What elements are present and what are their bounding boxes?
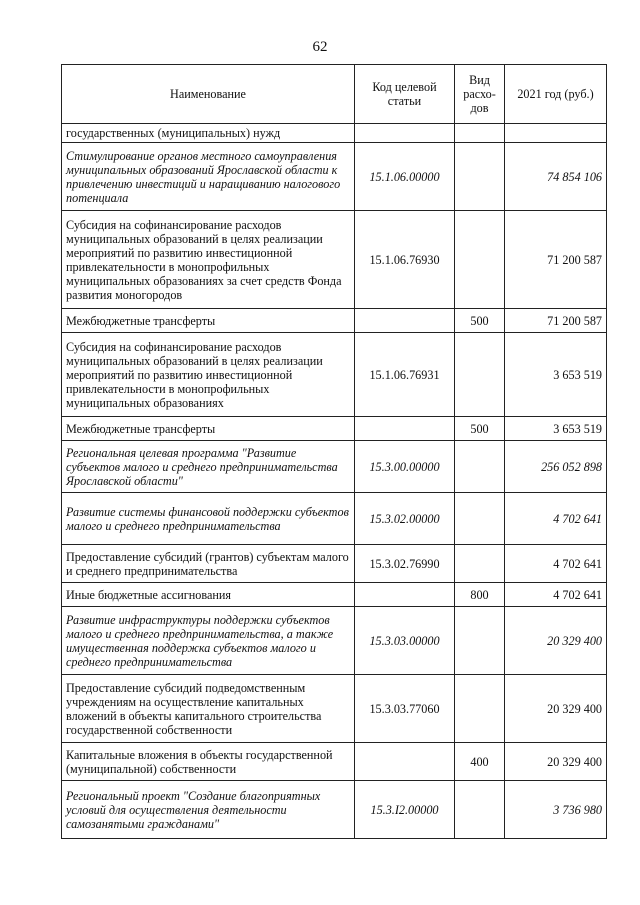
column-header-name: Наименование <box>62 65 355 124</box>
column-header-amount: 2021 год (руб.) <box>505 65 607 124</box>
row-code: 15.3.03.77060 <box>355 675 455 743</box>
row-name: Межбюджетные трансферты <box>62 417 355 441</box>
row-name: Предоставление субсидий (грантов) субъектам малого и среднего предпринимательства <box>62 545 355 583</box>
table-row <box>62 417 607 441</box>
row-amount: 3 736 980 <box>505 781 607 839</box>
table-row <box>62 545 607 583</box>
row-kind: 500 <box>455 309 505 333</box>
row-code: 15.3.02.76990 <box>355 545 455 583</box>
page-number: 62 <box>312 39 328 55</box>
row-code: 15.3.03.00000 <box>355 607 455 675</box>
row-amount: 20 329 400 <box>505 607 607 675</box>
row-kind <box>455 545 505 583</box>
row-name: Региональная целевая программа "Развитие субъектов малого и среднего предпринимательства Ярославской области" <box>62 441 355 493</box>
row-kind <box>455 781 505 839</box>
row-code <box>355 124 455 143</box>
table-header-row <box>62 65 607 124</box>
row-amount <box>505 124 607 143</box>
row-amount: 3 653 519 <box>505 333 607 417</box>
row-kind <box>455 441 505 493</box>
row-kind: 400 <box>455 743 505 781</box>
row-kind <box>455 124 505 143</box>
row-code <box>355 309 455 333</box>
row-amount: 3 653 519 <box>505 417 607 441</box>
row-code <box>355 417 455 441</box>
row-code: 15.1.06.00000 <box>355 143 455 211</box>
row-code <box>355 743 455 781</box>
row-kind <box>455 607 505 675</box>
row-kind: 800 <box>455 583 505 607</box>
row-kind <box>455 493 505 545</box>
budget-table <box>61 64 607 839</box>
row-code: 15.1.06.76930 <box>355 211 455 309</box>
table-row <box>62 211 607 309</box>
row-amount: 20 329 400 <box>505 675 607 743</box>
table-row <box>62 441 607 493</box>
row-kind <box>455 211 505 309</box>
row-name: Стимулирование органов местного самоуправления муниципальных образований Ярославской области к привлечению инвестиций и наращиванию налогового потенциала <box>62 143 355 211</box>
table-row <box>62 583 607 607</box>
row-code <box>355 583 455 607</box>
row-amount: 4 702 641 <box>505 493 607 545</box>
row-code: 15.3.I2.00000 <box>355 781 455 839</box>
row-code: 15.3.02.00000 <box>355 493 455 545</box>
row-name: государственных (муниципальных) нужд <box>62 124 355 143</box>
row-amount: 20 329 400 <box>505 743 607 781</box>
row-kind <box>455 143 505 211</box>
row-name: Региональный проект "Создание благоприятных условий для осуществления деятельности самозанятыми гражданами" <box>62 781 355 839</box>
row-name: Субсидия на софинансирование расходов муниципальных образований в целях реализации мероприятий по развитию инвестиционной привлекательности в монопрофильных муниципальных образованиях <box>62 333 355 417</box>
table-row <box>62 333 607 417</box>
row-name: Межбюджетные трансферты <box>62 309 355 333</box>
row-name: Развитие инфраструктуры поддержки субъектов малого и среднего предпринимательства, а также имущественная поддержка субъектов малого и среднего предпринимательства <box>62 607 355 675</box>
row-name: Развитие системы финансовой поддержки субъектов малого и среднего предпринимательства <box>62 493 355 545</box>
table-row <box>62 607 607 675</box>
row-kind <box>455 675 505 743</box>
table-row <box>62 124 607 143</box>
row-name: Предоставление субсидий подведомственным учреждениям на осуществление капитальных вложений в объекты капитального строительства государственной собственности <box>62 675 355 743</box>
row-amount: 4 702 641 <box>505 545 607 583</box>
table-row <box>62 743 607 781</box>
row-amount: 71 200 587 <box>505 309 607 333</box>
table-row <box>62 675 607 743</box>
row-name: Капитальные вложения в объекты государственной (муниципальной) собственности <box>62 743 355 781</box>
table-row <box>62 781 607 839</box>
row-kind: 500 <box>455 417 505 441</box>
row-amount: 4 702 641 <box>505 583 607 607</box>
table-row <box>62 493 607 545</box>
column-header-kind: Вид расхо-дов <box>455 65 505 124</box>
row-code: 15.1.06.76931 <box>355 333 455 417</box>
table-row <box>62 143 607 211</box>
row-amount: 71 200 587 <box>505 211 607 309</box>
row-amount: 256 052 898 <box>505 441 607 493</box>
row-kind <box>455 333 505 417</box>
table-row <box>62 309 607 333</box>
row-code: 15.3.00.00000 <box>355 441 455 493</box>
row-name: Субсидия на софинансирование расходов муниципальных образований в целях реализации мероприятий по развитию инвестиционной привлекательности в монопрофильных муниципальных образованиях за счет средств Фонда развития моногородов <box>62 211 355 309</box>
row-amount: 74 854 106 <box>505 143 607 211</box>
row-name: Иные бюджетные ассигнования <box>62 583 355 607</box>
column-header-code: Код целевой статьи <box>355 65 455 124</box>
